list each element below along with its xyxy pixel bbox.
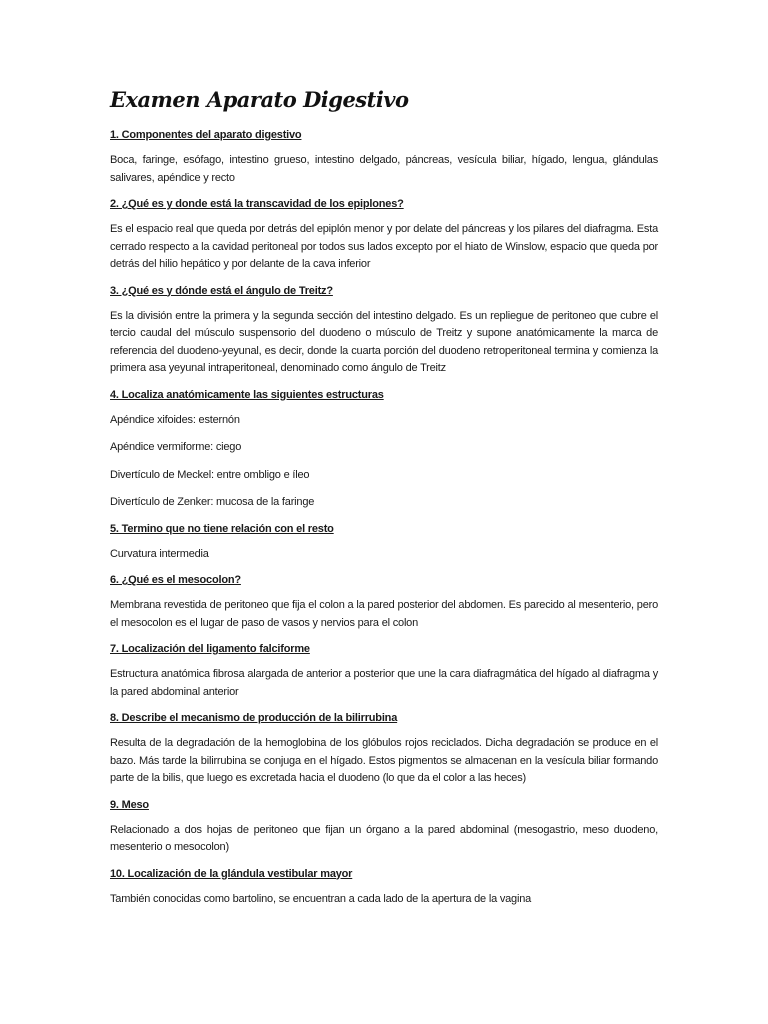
section-3 (110, 284, 658, 378)
section-1 (110, 128, 658, 187)
answer-3: Es la división entre la primera y la segunda sección del intestino delgado. Es un repliegue de peritoneo que cubre el tercio caudal del músculo suspensorio del duodeno o músculo de Treitz y supone anatómicamente la marca de referencia del duodeno-yeyunal, es decir, donde la cuarta porción del duodeno retroperitoneal termina y comienza la primera asa yeyunal intraperitoneal, denominado como ángulo de Treitz (110, 309, 658, 374)
section-7 (110, 642, 658, 701)
answer-6: Membrana revestida de peritoneo que fija el colon a la pared posterior del abdomen. Es parecido al mesenterio, pero el mesocolon es el lugar de paso de vasos y nervios para el colon (110, 599, 658, 629)
question-10: 10. Localización de la glándula vestibular mayor (110, 867, 353, 880)
section-2 (110, 197, 658, 274)
answer-2: Es el espacio real que queda por detrás del epiplón menor y por delate del páncreas y los pilares del diafragma. Esta cerrado respecto a la cavidad peritoneal por todos sus lados excepto por el hiato de Winslow, espacio que queda por detrás del hilio hepático y por delante de la cava inferior (110, 223, 658, 270)
section-10 (110, 867, 658, 909)
section-8 (110, 711, 658, 788)
answer-4-xifoides: Apéndice xifoides: esternón (110, 413, 240, 426)
answer-8: Resulta de la degradación de la hemoglobina de los glóbulos rojos reciclados. Dicha degradación se produce en el bazo. Más tarde la bilirrubina se conjuga en el hígado. Estos pigmentos se almacenan en la vesícula biliar formando parte de la bilis, que luego es excretada hacia el duodeno (lo que da el color a las heces) (110, 737, 658, 784)
section-9 (110, 798, 658, 857)
section-4 (110, 388, 658, 512)
question-2: 2. ¿Qué es y donde está la transcavidad de los epiplones? (110, 198, 404, 210)
question-7: 7. Localización del ligamento falciforme (110, 643, 310, 655)
question-9: 9. Meso (110, 798, 149, 811)
section-5 (110, 522, 658, 564)
question-4: 4. Localiza anatómicamente las siguientes estructuras (110, 388, 384, 401)
section-6 (110, 573, 658, 632)
document-page (110, 86, 658, 918)
answer-4-meckel: Divertículo de Meckel: entre ombligo e íleo (110, 468, 310, 481)
answer-7: Estructura anatómica fibrosa alargada de anterior a posterior que une la cara diafragmática del hígado al diafragma y la pared abdominal anterior (110, 668, 658, 698)
answer-5: Curvatura intermedia (110, 547, 209, 560)
answer-10: También conocidas como bartolino, se encuentran a cada lado de la apertura de la vagina (110, 892, 532, 905)
answer-4-vermiforme: Apéndice vermiforme: ciego (110, 441, 242, 453)
question-1: 1. Componentes del aparato digestivo (110, 129, 302, 141)
question-6: 6. ¿Qué es el mesocolon? (110, 574, 241, 586)
question-3: 3. ¿Qué es y dónde está el ángulo de Treitz? (110, 284, 333, 297)
answer-9: Relacionado a dos hojas de peritoneo que fijan un órgano a la pared abdominal (mesogastrio, meso duodeno, mesenterio o mesocolon) (110, 823, 658, 853)
document-title: Examen Aparato Digestivo (110, 87, 409, 112)
question-5: 5. Termino que no tiene relación con el resto (110, 522, 334, 535)
question-8: 8. Describe el mecanismo de producción de la bilirrubina (110, 712, 398, 724)
answer-1: Boca, faringe, esófago, intestino grueso, intestino delgado, páncreas, vesícula biliar, hígado, lengua, glándulas salivares, apéndice y recto (110, 154, 658, 184)
answer-4-zenker: Divertículo de Zenker: mucosa de la faringe (110, 496, 315, 508)
